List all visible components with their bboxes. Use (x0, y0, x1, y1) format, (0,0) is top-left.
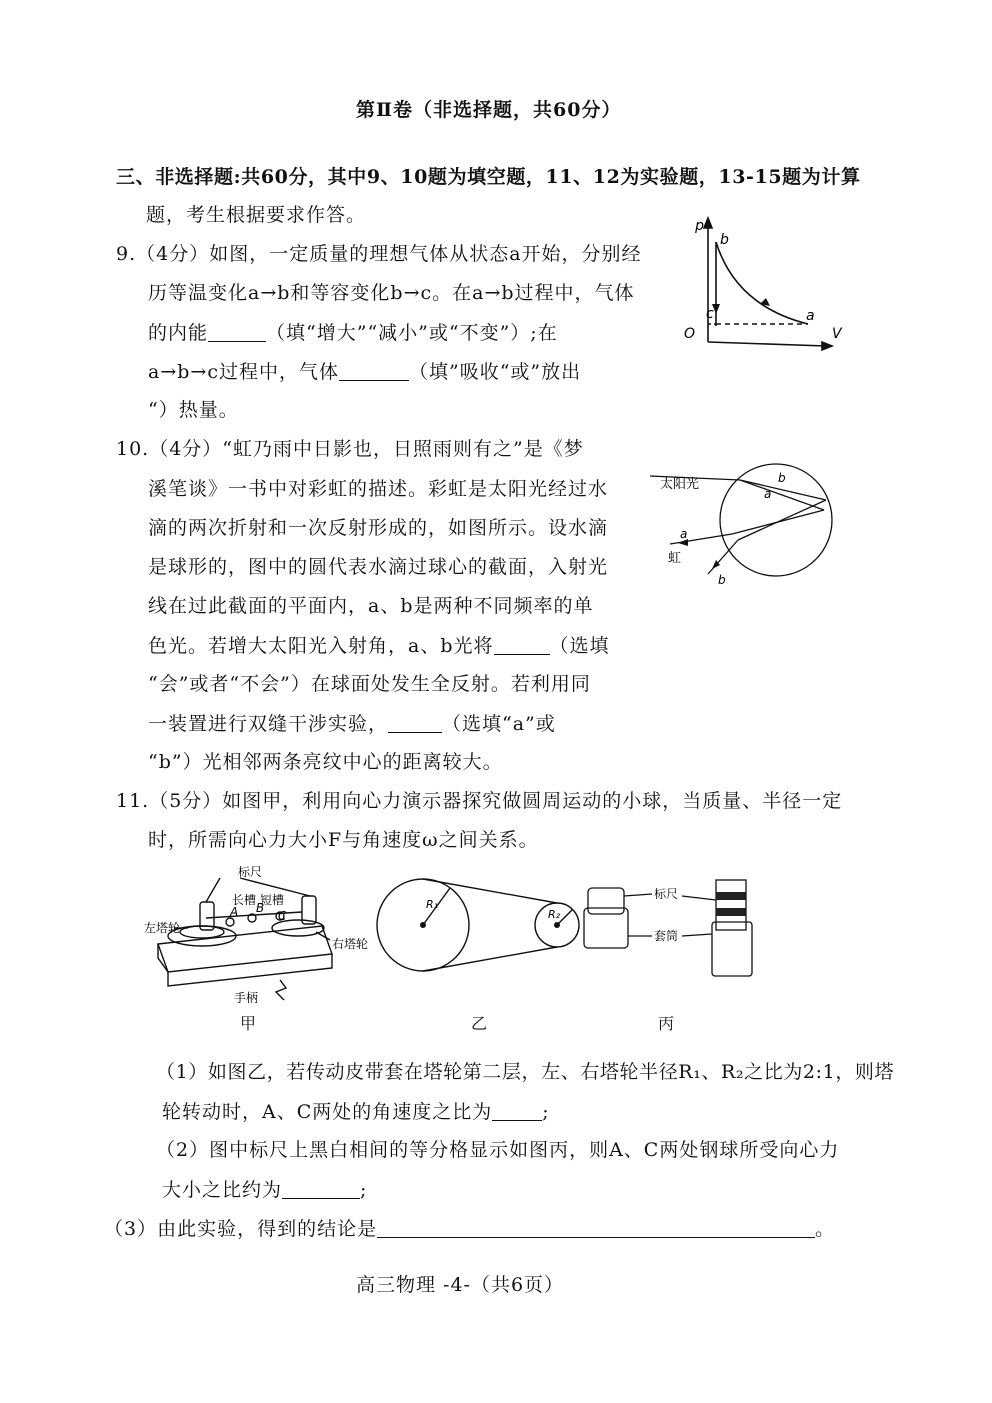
q11-part2-prefix: 大小之比约为 (162, 1179, 283, 1201)
q10-line6-prefix: 色光。若增大太阳光入射角，a、b光将 (148, 635, 494, 657)
label-a-top: a (764, 487, 772, 501)
q11-part3 (104, 1219, 835, 1239)
fig-yi-pulleys (374, 870, 584, 990)
q10-line7: “会”或者“不会”）在球面处发生全反射。若利用同 (148, 673, 591, 695)
label-a: a (806, 308, 815, 324)
q10-line3: 滴的两次折射和一次反射形成的，如图所示。设水滴 (148, 517, 609, 539)
right-wheel-pointer (316, 932, 330, 940)
q9-line3-prefix: 的内能 (148, 322, 209, 344)
ruler-small (588, 888, 624, 914)
v-axis (708, 342, 826, 346)
q9-line5: “）热量。 (148, 399, 239, 421)
ruler-pointer-left (206, 878, 220, 902)
q9-line2: 历等温变化a→b和等容变化b→c。在a→b过程中，气体 (148, 282, 635, 304)
q10-line1: 10.（4分）“虹乃雨中日影也，日照雨则有之”是《梦 (116, 438, 584, 460)
q9-pv-diagram (678, 214, 848, 356)
label-b-top: b (778, 471, 786, 485)
v-axis-arrow (822, 342, 832, 350)
label-right-wheel: 右塔轮 (332, 937, 369, 951)
ruler-band-2 (716, 908, 746, 916)
q10-line8 (148, 714, 556, 734)
q11-part2-line1: （2）图中标尺上黑白相间的等分格显示如图丙，则A、C两处钢球所受向心力 (156, 1139, 840, 1161)
ruler-pointer (624, 894, 652, 896)
q10-raindrop-diagram (648, 452, 848, 588)
q9-blank-1[interactable] (208, 323, 266, 342)
q11-blank-3[interactable] (377, 1219, 815, 1238)
q11-line2: 时，所需向心力大小F与角速度ω之间关系。 (148, 829, 539, 851)
q11-blank-1[interactable] (492, 1102, 542, 1121)
label-rainbow: 虹 (668, 551, 682, 566)
q11-blank-2[interactable] (282, 1180, 360, 1199)
caption-bing: 丙 (658, 1014, 676, 1033)
label-left-wheel: 左塔轮 (144, 921, 181, 935)
label-C: C (278, 909, 287, 923)
label-handle: 手柄 (234, 991, 259, 1005)
label-sleeve: 套筒 (654, 929, 679, 943)
q11-part1-line2 (162, 1102, 550, 1122)
raindrop-circle (720, 464, 832, 576)
q10-line2: 溪笔谈》一书中对彩虹的描述。彩虹是太阳光经过水 (148, 478, 609, 500)
sleeve-pointer-2 (682, 934, 712, 936)
q10-blank-1[interactable] (494, 636, 550, 655)
q11-part3-prefix: （3）由此实验，得到的结论是 (104, 1218, 378, 1240)
q10-line5: 线在过此截面的平面内，a、b是两种不同频率的单 (148, 595, 594, 617)
section-intro-line2: 题，考生根据要求作答。 (146, 204, 367, 226)
label-c: c (706, 306, 714, 322)
label-V: V (832, 326, 842, 342)
label-ruler-2: 标尺 (654, 887, 679, 901)
ball-A (226, 918, 234, 926)
label-R1: R₁ (426, 898, 439, 911)
ray-a-reflect (732, 510, 824, 534)
fig-bing-ruler (582, 874, 772, 984)
q10-blank-2[interactable] (388, 714, 442, 733)
handle-crank (276, 980, 286, 1000)
label-short-slot: 短槽 (260, 893, 285, 907)
q11-part1-prefix: 轮转动时，A、C两处的角速度之比为 (162, 1101, 493, 1123)
ruler-pointer-2 (682, 896, 716, 900)
q9-line3-suffix: （填“增大”“减小”或“不变”）;在 (266, 322, 558, 344)
label-b: b (720, 232, 729, 248)
belt-bottom (423, 947, 557, 971)
q9-line4-suffix: （填”吸收“或”放出 (408, 361, 582, 383)
section-intro-line1: 三、非选择题:共60分，其中9、10题为填空题，11、12为实验题，13-15题为计算 (116, 166, 861, 188)
pulley-left-center (420, 922, 426, 928)
ruler-band-1 (716, 892, 746, 900)
belt-top (423, 879, 557, 903)
q9-line1: 9.（4分）如图，一定质量的理想气体从状态a开始，分别经 (116, 243, 642, 265)
p-axis-arrow (704, 218, 712, 228)
q9-blank-2[interactable] (339, 362, 409, 381)
label-B: B (256, 901, 265, 915)
q9-line3 (148, 323, 558, 343)
q11-part1-line1: （1）如图乙，若传动皮带套在塔轮第二层，左、右塔轮半径R₁、R₂之比为2:1，则塔 (156, 1061, 895, 1083)
label-ruler: 标尺 (238, 865, 263, 879)
fig-jia-demonstrator (140, 862, 378, 1032)
q9-line4-prefix: a→b→c过程中，气体 (148, 361, 339, 383)
label-R2: R₂ (548, 908, 561, 921)
base-top (158, 926, 332, 972)
label-b-out: b (718, 573, 726, 587)
q10-line9: “b”）光相邻两条亮纹中心的距离较大。 (148, 751, 503, 773)
label-long-slot: 长槽 (232, 893, 257, 907)
q10-line8-prefix: 一装置进行双缝干涉实验， (148, 713, 389, 735)
label-O: O (684, 326, 696, 342)
page-footer: 高三物理 -4-（共6页） (356, 1274, 565, 1296)
label-sunlight: 太阳光 (660, 477, 700, 492)
q11-part2-line2 (162, 1180, 367, 1200)
ray-b-reflect (738, 500, 826, 540)
q11-line1: 11.（5分）如图甲，利用向心力演示器探究做圆周运动的小球，当质量、半径一定 (116, 790, 843, 812)
label-a-out: a (680, 527, 688, 541)
q10-line8-suffix: （选填“a”或 (442, 713, 556, 735)
q10-line6-suffix: （选填 (549, 635, 610, 657)
q11-part1-suffix: ; (542, 1101, 550, 1123)
section-title: 第Ⅱ卷（非选择题，共60分） (356, 99, 622, 121)
q10-line4: 是球形的，图中的圆代表水滴过球心的截面，入射光 (148, 556, 609, 578)
label-p: p (695, 218, 704, 234)
caption-jia: 甲 (240, 1014, 258, 1033)
label-A: A (230, 905, 239, 919)
isotherm-curve (716, 242, 808, 324)
q11-part3-suffix: 。 (815, 1218, 836, 1240)
q11-part2-suffix: ; (360, 1179, 368, 1201)
caption-yi: 乙 (471, 1014, 489, 1033)
q10-line6 (148, 636, 610, 656)
q9-line4 (148, 362, 581, 382)
pulley-right-center (554, 922, 560, 928)
